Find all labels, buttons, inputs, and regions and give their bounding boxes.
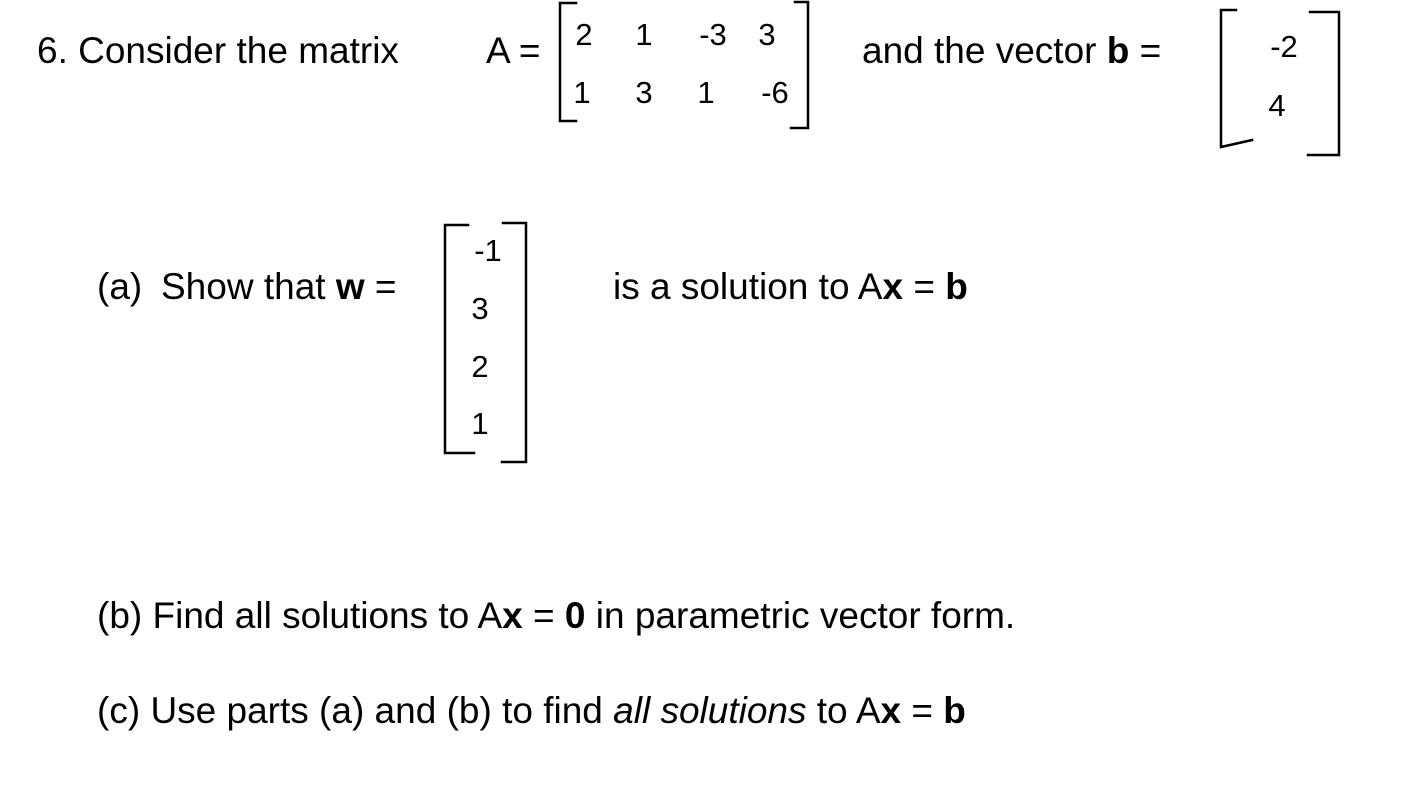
vector-w-right-bracket [502, 223, 526, 462]
vector-b-entry: -2 [1270, 29, 1298, 64]
part-a-b: b [945, 266, 968, 307]
part-c-mid: to A [816, 690, 881, 731]
matrix-a-right-bracket [791, 2, 808, 128]
part-a-x: x [882, 266, 904, 307]
part-b-eq: = [533, 595, 555, 636]
matrix-a-entry: 2 [575, 17, 593, 52]
matrix-a-entry: 1 [573, 75, 591, 110]
part-b-after: in parametric vector form. [595, 595, 1016, 636]
matrix-a-label: A = [486, 30, 541, 71]
part-b-before: Find all solutions to A [152, 595, 503, 636]
vector-b-left-bracket [1221, 10, 1252, 147]
matrix-a-left-bracket [560, 3, 576, 121]
part-a-eq: = [913, 266, 935, 307]
vector-w-entry: -1 [474, 233, 502, 268]
vector-b-right-bracket [1308, 12, 1339, 155]
part-c-emphasis: all solutions [613, 690, 807, 731]
vector-w-left-bracket [445, 225, 474, 453]
part-b-x: x [502, 595, 523, 636]
vector-w-entry: 2 [471, 349, 489, 384]
vector-b-entry: 4 [1268, 88, 1286, 123]
vector-w-entry: 1 [471, 406, 489, 441]
matrix-a-entry: -6 [761, 75, 789, 110]
matrix-a-entry: 3 [635, 75, 653, 110]
part-c-before: Use parts (a) and (b) to find [150, 690, 603, 731]
vector-prefix: and the vector [862, 30, 1097, 71]
part-c-b: b [943, 690, 966, 731]
part-c-eq: = [911, 690, 934, 731]
vector-w-name: w [335, 266, 365, 307]
vector-equals: = [1139, 30, 1162, 71]
part-a-show-text: Show that [161, 266, 326, 307]
matrix-a-entry: 1 [635, 17, 653, 52]
part-b-zero: 0 [564, 595, 586, 636]
matrix-a-entry: -3 [699, 17, 727, 52]
matrix-a-entry: 3 [758, 17, 776, 52]
part-c-label: (c) [97, 690, 141, 731]
vector-b-name: b [1106, 30, 1130, 71]
problem-intro: 6. Consider the matrix [37, 30, 399, 71]
part-c-x: x [880, 690, 902, 731]
part-a-label: (a) [97, 266, 143, 307]
part-a-equals: = [374, 266, 397, 307]
part-b-label: (b) [97, 595, 143, 636]
matrix-a-entry: 1 [697, 75, 715, 110]
vector-w-entry: 3 [471, 291, 489, 326]
part-a-solution-prefix: is a solution to A [613, 266, 883, 307]
